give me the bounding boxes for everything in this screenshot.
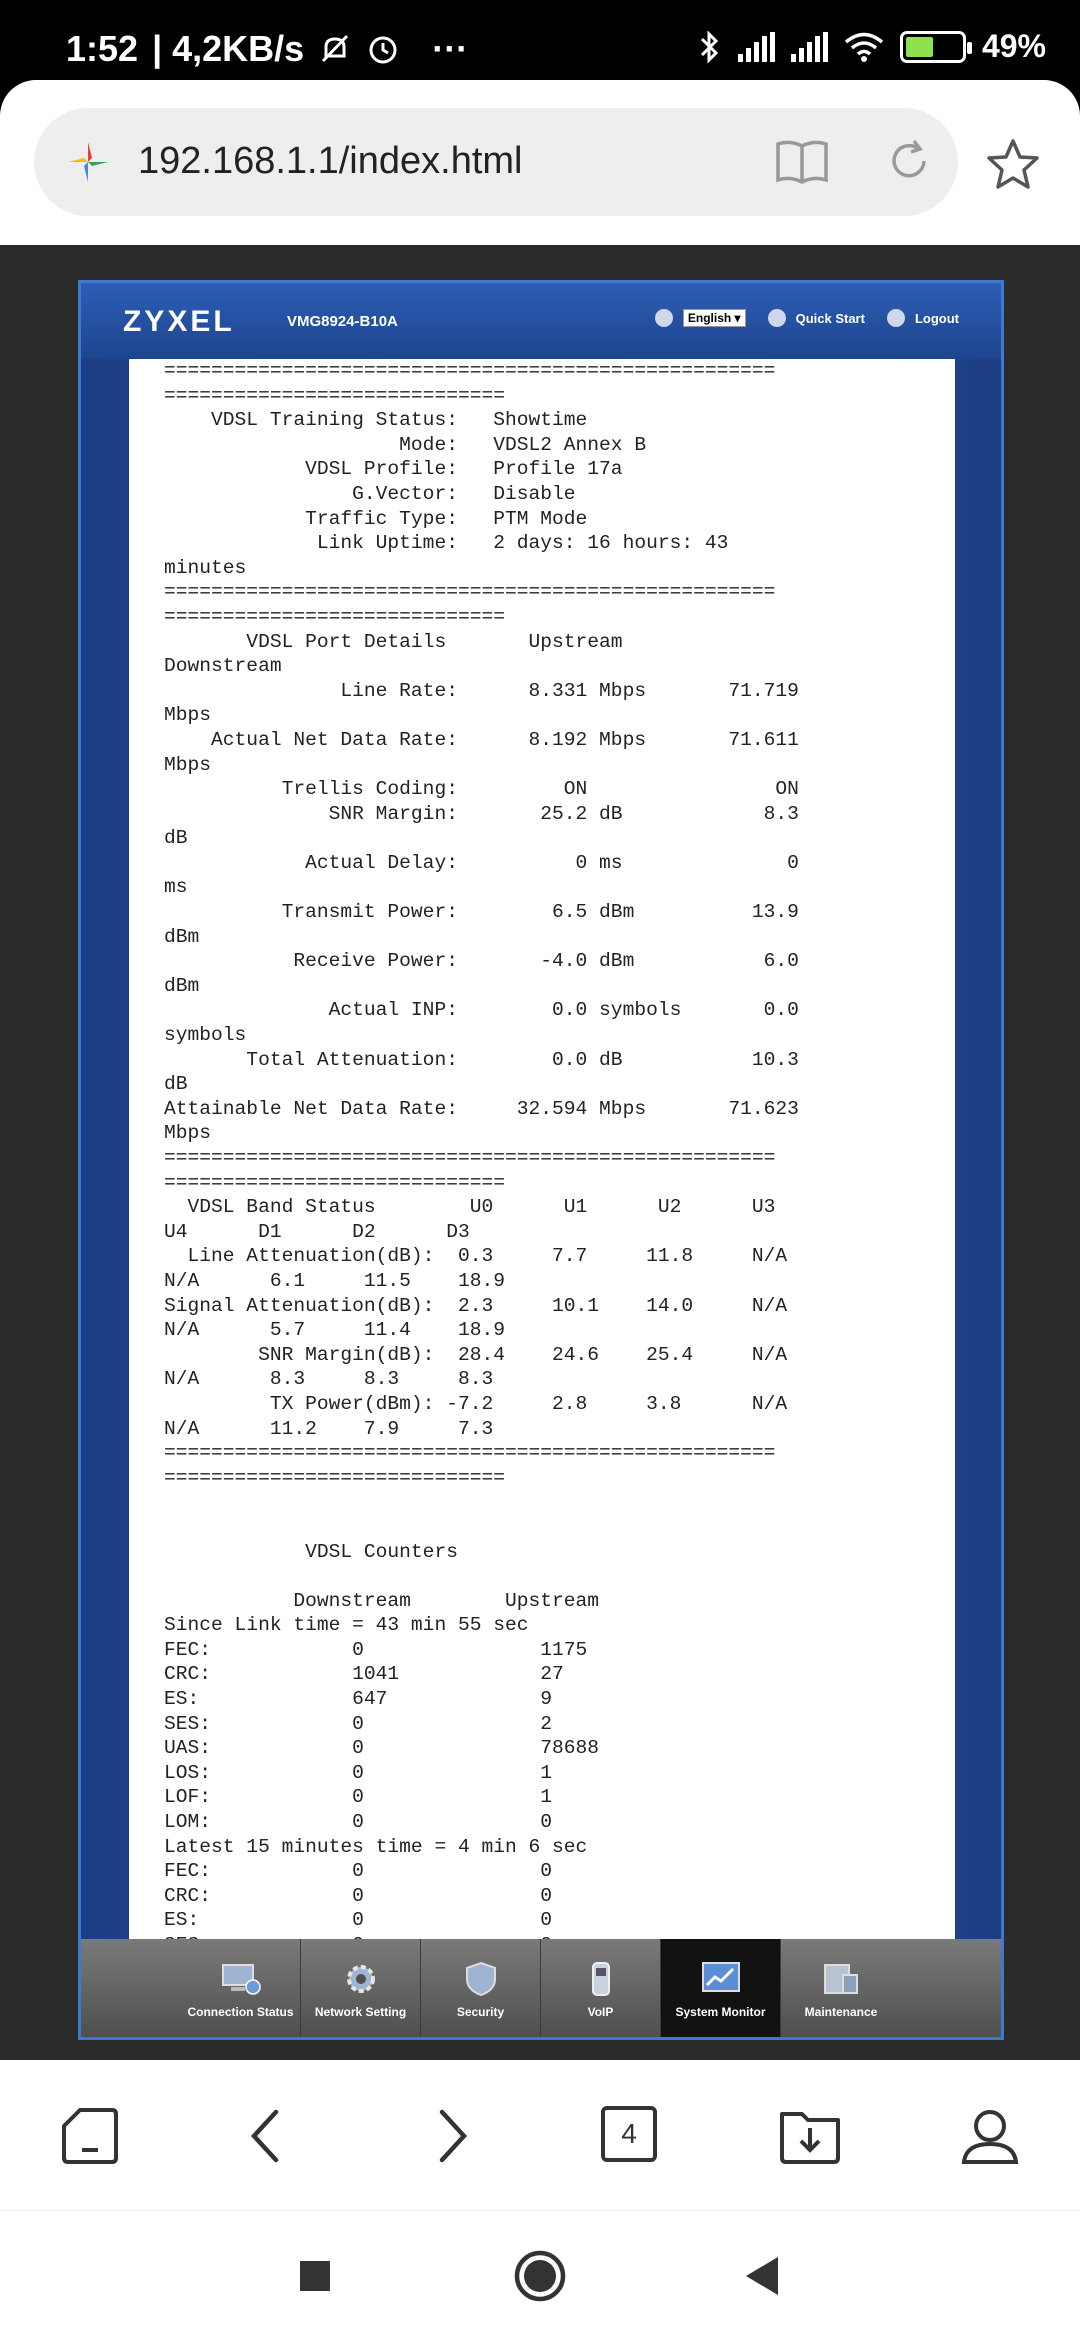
reload-icon[interactable] xyxy=(884,136,934,186)
quick-start-link[interactable]: Quick Start xyxy=(795,310,865,326)
tab-label: System Monitor xyxy=(675,2005,766,2019)
system-nav-bar xyxy=(0,2210,1080,2340)
status-time: 1:52 xyxy=(66,28,139,69)
vdsl-status-text: ==================================================== ============================= VDSL Training Status: Showtime Mode: VDSL2 Annex B VDSL Profile: Profile 17a G.Vector: Disable Traffic Type: PTM Mode Link Uptime: 2 days: 16 hours: 43 minutes ==================================================== ============================= VDSL Port Details Upstream Downstream Line Rate: 8.331 Mbps 71.719 Mbps Actual Net Data Rate: 8.192 Mbps 71.611 Mbps Trellis Coding: ON ON SNR Margin: 25.2 dB 8.3 dB Actual Delay: 0 ms 0 ms Transmit Power: 6.5 dBm 13.9 dBm Receive Power: -4.0 dBm 6.0 dBm Actual INP: 0.0 symbols 0.0 symbols Total Attenuation: 0.0 dB 10.3 dB Attainable Net Data Rate: 32.594 Mbps 71.623 Mbps ==================================================== ============================= VDSL Band Status U0 U1 U2 U3 U4 D1 D2 D3 Line Attenuation(dB): 0.3 7.7 11.8 N/A N/A 6.1 11.5 18.9 Signal Attenuation(dB): 2.3 10.1 14.0 N/A N/A 5.7 11.4 18.9 SNR Margin(dB): 28.4 24.6 25.4 N/A N/A 8.3 8.3 8.3 TX Power(dBm): -7.2 2.8 3.8 N/A N/A 11.2 7.9 7.3 ==================================================== ============================= VDSL Counters Downstream Upstream Since Link time = 43 min 55 sec FEC: 0 1175 CRC: 1041 27 ES: 647 9 SES: 0 2 UAS: 0 78688 LOS: 0 1 LOF: 0 1 LOM: 0 0 Latest 15 minutes time = 4 min 6 sec FEC: 0 0 CRC: 0 0 ES: 0 0 xyxy=(164,360,799,1932)
tab-label: Maintenance xyxy=(804,2005,878,2019)
bookmark-star-icon[interactable] xyxy=(984,136,1042,194)
profile-icon[interactable] xyxy=(958,2104,1022,2168)
status-left xyxy=(66,28,468,70)
tab-system-monitor[interactable] xyxy=(661,1939,781,2037)
status-right xyxy=(698,28,1046,65)
url-text[interactable]: 192.168.1.1/index.html xyxy=(138,140,523,182)
model-name: VMG8924-B10A xyxy=(287,313,398,330)
home-icon[interactable] xyxy=(58,2104,122,2168)
browser-bottom-bar xyxy=(0,2060,1080,2210)
battery-level: 49% xyxy=(981,28,1046,64)
zyxel-logo: ZYXEL xyxy=(123,305,235,338)
chart-monitor-icon xyxy=(701,1961,741,1997)
globe-icon xyxy=(655,309,673,327)
status-speed: | 4,2KB/s xyxy=(152,28,305,69)
home-nav-icon[interactable] xyxy=(513,2249,567,2303)
tab-security[interactable] xyxy=(421,1939,541,2037)
tab-label: VoIP xyxy=(587,2005,614,2019)
tab-maintenance[interactable] xyxy=(781,1939,901,2037)
router-nav-tabs xyxy=(81,1939,1001,2037)
tabs-count-button[interactable]: 4 xyxy=(601,2106,657,2162)
header-links xyxy=(655,309,959,327)
vdsl-status-content xyxy=(129,359,955,1939)
recents-icon[interactable] xyxy=(298,2259,332,2293)
forward-icon[interactable] xyxy=(418,2104,482,2168)
wizard-icon xyxy=(768,309,786,327)
logout-link[interactable]: Logout xyxy=(914,310,959,326)
status-bar xyxy=(0,0,1080,92)
battery-icon xyxy=(900,31,966,63)
browser-toolbar xyxy=(0,80,1080,245)
tab-label: Security xyxy=(456,2005,505,2019)
status-more: ··· xyxy=(432,28,469,69)
wifi-icon xyxy=(844,31,884,63)
alarm-icon xyxy=(366,32,400,66)
tab-voip[interactable] xyxy=(541,1939,661,2037)
site-info-icon[interactable] xyxy=(64,138,112,186)
shield-icon xyxy=(461,1961,501,1997)
back-nav-icon[interactable] xyxy=(742,2255,782,2297)
toolbox-icon xyxy=(821,1961,861,1997)
tab-label: Connection Status xyxy=(187,2005,294,2019)
tab-label: Network Setting xyxy=(314,2005,407,2019)
back-icon[interactable] xyxy=(236,2104,300,2168)
router-header xyxy=(81,283,1001,359)
tab-network-setting[interactable] xyxy=(301,1939,421,2037)
monitor-globe-icon xyxy=(221,1961,261,1997)
mute-bell-icon xyxy=(318,32,352,66)
tab-connection-status[interactable] xyxy=(181,1939,301,2037)
signal-icon-2 xyxy=(791,32,828,62)
phone-icon xyxy=(581,1961,621,1997)
gear-icon xyxy=(341,1961,381,1997)
router-page xyxy=(78,280,1004,2040)
signal-icon xyxy=(738,32,775,62)
logout-icon xyxy=(887,309,905,327)
bluetooth-icon xyxy=(698,30,722,64)
downloads-icon[interactable] xyxy=(778,2104,842,2168)
address-bar[interactable] xyxy=(34,108,958,216)
language-select[interactable]: English ▾ xyxy=(683,309,746,327)
reader-mode-icon[interactable] xyxy=(774,136,830,186)
